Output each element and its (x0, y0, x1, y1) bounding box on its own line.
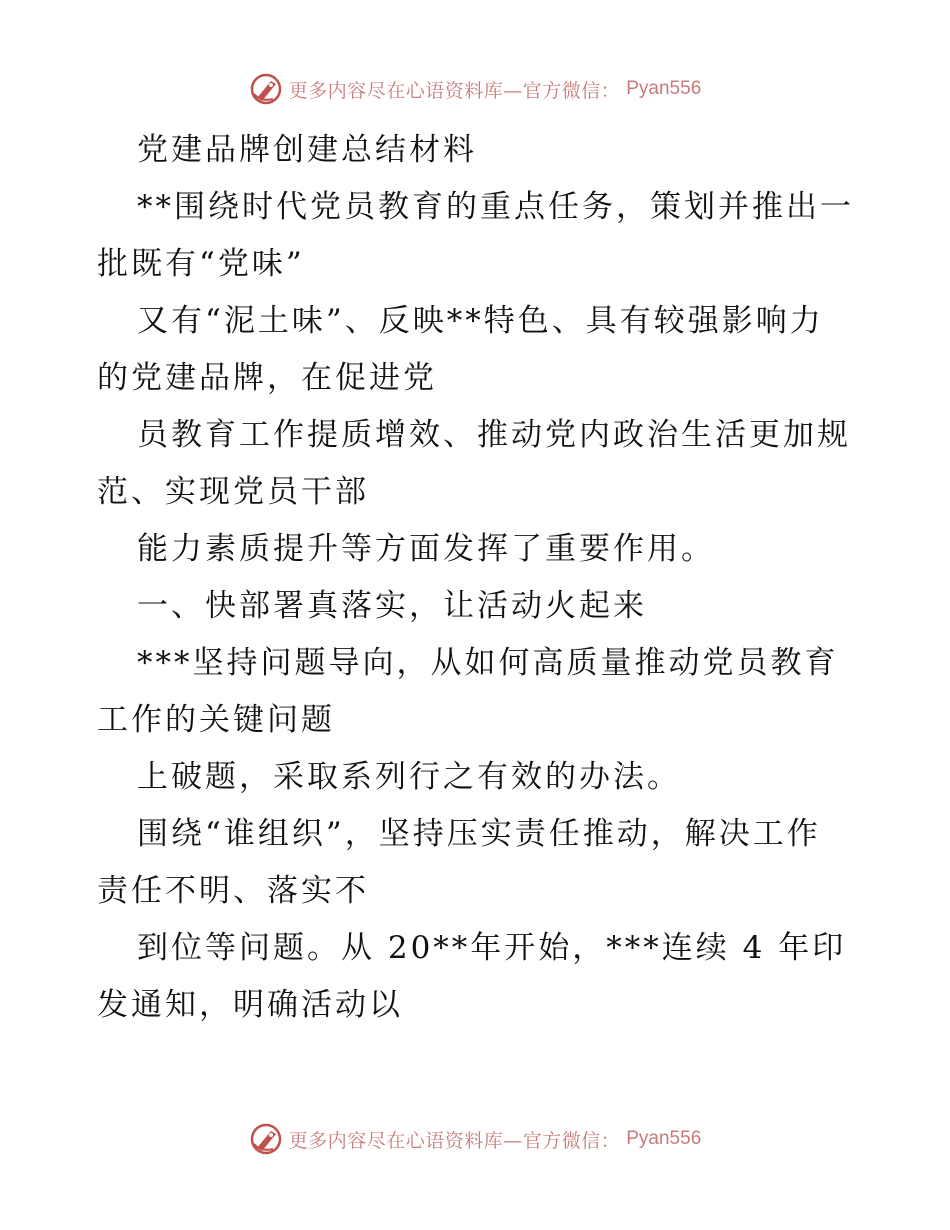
watermark-text: 更多内容尽在心语资料库—官方微信： (288, 79, 621, 102)
paragraph-line: 责任不明、落实不 (97, 873, 369, 909)
paragraph-line: 到位等问题。从 20**年开始，***连续 4 年印 (137, 930, 847, 966)
watermark-account: Pyan556 (626, 1128, 702, 1149)
paragraph-line: 能力素质提升等方面发挥了重要作用。 (137, 531, 715, 567)
paragraph-line: 上破题，采取系列行之有效的办法。 (137, 759, 681, 795)
paragraph-line: ***坚持问题导向，从如何高质量推动党员教育 (137, 645, 839, 681)
pen-nib-logo-icon (249, 1122, 283, 1156)
paragraph-line: 员教育工作提质增效、推动党内政治生活更加规 (137, 417, 851, 453)
paragraph-line: **围绕时代党员教育的重点任务，策划并推出一 (137, 189, 854, 225)
document-body (97, 122, 857, 1034)
paragraph-line: 的党建品牌，在促进党 (97, 360, 437, 396)
watermark-header (0, 72, 950, 106)
paragraph-line: 批既有“党味” (97, 246, 305, 282)
paragraph-line: 发通知，明确活动以 (97, 987, 403, 1023)
watermark-footer (0, 1122, 950, 1156)
paragraph-line: 范、实现党员干部 (97, 474, 369, 510)
paragraph-line: 围绕“谁组织”，坚持压实责任推动，解决工作 (137, 816, 821, 852)
paragraph-line: 又有“泥土味”、反映**特色、具有较强影响力 (137, 303, 824, 339)
document-title: 党建品牌创建总结材料 (137, 132, 477, 168)
section-heading: 一、快部署真落实，让活动火起来 (137, 588, 647, 624)
paragraph-line: 工作的关键问题 (97, 702, 335, 738)
watermark-account: Pyan556 (626, 78, 702, 99)
watermark-text: 更多内容尽在心语资料库—官方微信： (288, 1129, 621, 1152)
pen-nib-logo-icon (249, 72, 283, 106)
